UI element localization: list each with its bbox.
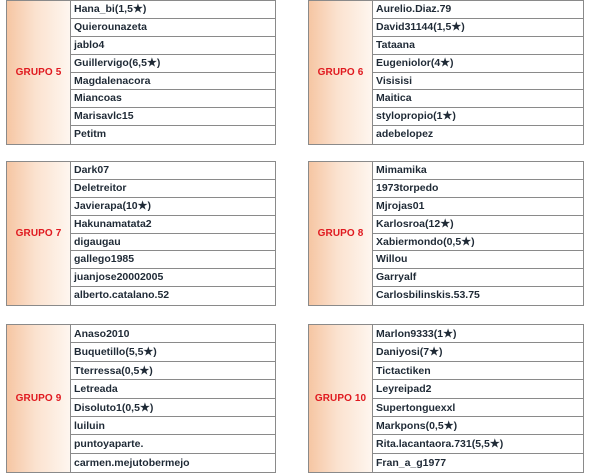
member-name: Miancoas (74, 92, 122, 105)
member-name: digaugau (74, 235, 121, 248)
member-row (373, 343, 583, 361)
member-name: Tictactiken (376, 364, 431, 377)
star-icon: ★ (137, 199, 148, 212)
member-suffix: ) (438, 346, 443, 359)
member-row (71, 435, 275, 453)
member-row (373, 234, 583, 252)
member-name: Aurelio.Diaz.79 (376, 3, 452, 15)
member-name: Disoluto1(0,5 (74, 401, 140, 414)
member-name: Hana_bi(1,5 (74, 3, 133, 15)
member-suffix: ) (461, 20, 465, 33)
member-name: Petitm (74, 128, 107, 141)
member-row (373, 198, 583, 216)
member-name: Eugeniolor(4 (376, 56, 441, 69)
member-name: Garryalf (376, 271, 417, 284)
group-label-text: GRUPO 7 (15, 228, 62, 239)
member-row (71, 362, 275, 380)
member-name: carmen.mejutobermejo (74, 456, 190, 469)
member-list (373, 325, 583, 472)
star-icon: ★ (443, 328, 453, 340)
member-name: Leyreipad2 (376, 383, 432, 396)
member-name: gallego1985 (74, 253, 135, 266)
group-10 (308, 324, 584, 473)
member-row (373, 19, 583, 37)
member-row (71, 55, 275, 73)
member-row (71, 251, 275, 269)
group-label (7, 325, 71, 472)
member-row (373, 362, 583, 380)
member-row (71, 180, 275, 198)
star-icon: ★ (461, 235, 472, 248)
star-icon: ★ (132, 3, 143, 15)
member-row (373, 126, 583, 144)
member-name: Magdalenacora (74, 74, 151, 87)
member-suffix: ) (471, 235, 475, 248)
group-label (309, 325, 373, 472)
member-name: Fran_a_g1977 (376, 456, 447, 469)
member-row (373, 108, 583, 126)
group-9 (6, 324, 276, 473)
member-name: alberto.catalano.52 (74, 289, 170, 302)
member-row (373, 269, 583, 287)
member-name: juanjose20002005 (74, 271, 164, 284)
star-icon: ★ (451, 20, 462, 33)
member-name: Anaso2010 (74, 328, 130, 340)
member-row (71, 399, 275, 417)
member-name: David31144(1,5 (376, 20, 452, 33)
member-row (71, 126, 275, 144)
member-suffix: ) (142, 3, 147, 15)
member-row (71, 90, 275, 108)
member-name: Markpons(0,5 (376, 419, 444, 432)
member-name: Mjrojas01 (376, 199, 425, 212)
member-row (373, 325, 583, 343)
member-row (71, 198, 275, 216)
member-row (373, 216, 583, 234)
member-name: Quierounazeta (74, 20, 147, 33)
group-label-text: GRUPO 6 (317, 67, 364, 78)
member-suffix: ) (147, 199, 152, 212)
member-list (373, 162, 583, 305)
member-row (373, 73, 583, 91)
member-row (373, 55, 583, 73)
star-icon: ★ (146, 56, 157, 69)
member-row (373, 399, 583, 417)
star-icon: ★ (489, 438, 500, 451)
group-label (309, 1, 373, 144)
member-name: Hakunamatata2 (74, 217, 152, 230)
member-row (71, 19, 275, 37)
member-suffix: ) (153, 346, 157, 359)
group-label (309, 162, 373, 305)
group-label (7, 162, 71, 305)
member-suffix: ) (499, 438, 504, 451)
group-label-text: GRUPO 5 (15, 67, 62, 78)
member-name: Tterressa(0,5 (74, 364, 140, 377)
member-row (71, 454, 275, 472)
member-row (71, 325, 275, 343)
member-name: Willou (376, 253, 408, 266)
member-name: Karlosroa(12 (376, 217, 441, 230)
star-icon: ★ (143, 346, 154, 359)
member-row (71, 417, 275, 435)
member-list (71, 1, 275, 144)
member-name: Rita.lacantaora.731(5,5 (376, 438, 490, 451)
member-row (71, 73, 275, 91)
member-row (71, 234, 275, 252)
member-row (373, 287, 583, 305)
member-suffix: ) (450, 217, 454, 230)
member-row (373, 180, 583, 198)
member-suffix: ) (450, 56, 454, 69)
member-name: puntoyaparte. (74, 438, 144, 451)
star-icon: ★ (443, 419, 454, 432)
star-icon: ★ (440, 217, 451, 230)
star-icon: ★ (139, 401, 150, 414)
member-row (71, 269, 275, 287)
member-name: Visisisi (376, 74, 413, 87)
group-label (7, 1, 71, 144)
member-name: 1973torpedo (376, 181, 439, 194)
group-label-text: GRUPO 9 (15, 393, 62, 404)
group-7 (6, 161, 276, 306)
member-name: Javierapa(10 (74, 199, 138, 212)
group-label-text: GRUPO 8 (317, 228, 364, 239)
member-name: Maitica (376, 92, 412, 105)
member-name: Guillervigo(6,5 (74, 56, 147, 69)
member-row (71, 108, 275, 126)
member-name: Marlon9333(1 (376, 328, 444, 340)
member-row (373, 435, 583, 453)
member-suffix: ) (156, 56, 161, 69)
group-6 (308, 0, 584, 145)
member-suffix: ) (453, 419, 458, 432)
member-row (373, 454, 583, 472)
member-row (71, 1, 275, 19)
group-5 (6, 0, 276, 145)
member-name: Deletreitor (74, 181, 127, 194)
member-list (373, 1, 583, 144)
star-icon: ★ (429, 346, 439, 359)
group-8 (308, 161, 584, 306)
member-name: luiluin (74, 419, 105, 432)
member-row (373, 1, 583, 19)
member-list (71, 162, 275, 305)
member-name: Mimamika (376, 164, 427, 176)
member-name: Marisavlc15 (74, 110, 134, 123)
member-name: Tataana (376, 38, 415, 51)
member-name: adebelopez (376, 128, 434, 141)
member-row (373, 417, 583, 435)
member-row (71, 216, 275, 234)
member-suffix: ) (452, 110, 456, 123)
member-suffix: ) (149, 401, 154, 414)
member-list (71, 325, 275, 472)
member-name: jablo4 (74, 38, 105, 51)
member-row (373, 380, 583, 398)
star-icon: ★ (139, 364, 150, 377)
star-icon: ★ (442, 110, 453, 123)
member-name: stylopropio(1 (376, 110, 443, 123)
member-name: Dark07 (74, 164, 110, 176)
group-label-text: GRUPO 10 (314, 393, 367, 404)
member-row (71, 287, 275, 305)
member-row (373, 251, 583, 269)
member-row (71, 380, 275, 398)
member-row (373, 37, 583, 55)
member-row (71, 162, 275, 180)
member-row (373, 162, 583, 180)
member-row (71, 343, 275, 361)
member-suffix: ) (453, 328, 457, 340)
member-name: Xabiermondo(0,5 (376, 235, 462, 248)
member-name: Supertonguexxl (376, 401, 456, 414)
member-suffix: ) (149, 364, 153, 377)
member-name: Letreada (74, 383, 118, 396)
member-row (71, 37, 275, 55)
member-name: Carlosbilinskis.53.75 (376, 289, 480, 302)
star-icon: ★ (440, 56, 451, 69)
member-name: Buquetillo(5,5 (74, 346, 144, 359)
member-name: Daniyosi(7 (376, 346, 430, 359)
member-row (373, 90, 583, 108)
